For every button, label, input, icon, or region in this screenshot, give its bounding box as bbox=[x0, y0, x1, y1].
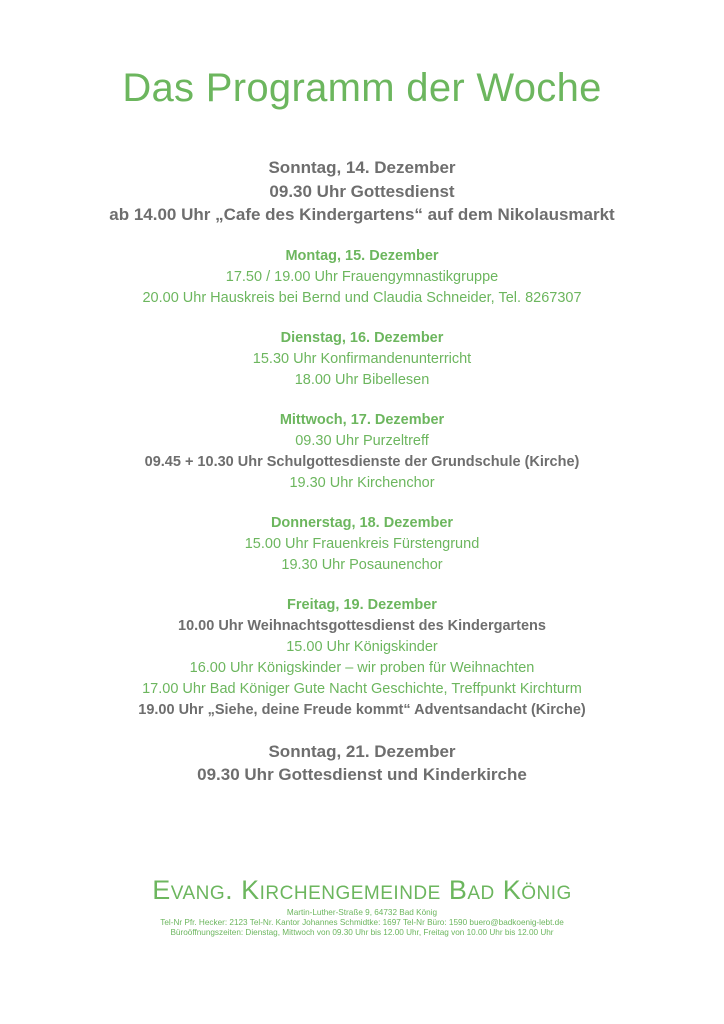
contact-numbers: Tel-Nr Pfr. Hecker: 2123 Tel-Nr. Kantor Johannes Schmidtke: 1697 Tel-Nr Büro: 1590 buero@badkoenig-lebt.de bbox=[160, 918, 564, 927]
event-line: 19.00 Uhr „Siehe, deine Freude kommt“ Adventsandacht (Kirche) bbox=[138, 701, 586, 718]
day-sunday-14 bbox=[0, 156, 724, 227]
event-line: 09.30 Uhr Gottesdienst bbox=[269, 181, 455, 201]
day-friday-19 bbox=[0, 595, 724, 721]
day-thursday-18 bbox=[0, 513, 724, 576]
event-line: 17.00 Uhr Bad Königer Gute Nacht Geschichte, Treffpunkt Kirchturm bbox=[142, 680, 582, 697]
event-line: 10.00 Uhr Weihnachtsgottesdienst des Kindergartens bbox=[178, 617, 546, 634]
event-line: 20.00 Uhr Hauskreis bei Bernd und Claudia Schneider, Tel. 8267307 bbox=[142, 289, 582, 306]
day-heading: Sonntag, 21. Dezember bbox=[268, 741, 456, 761]
event-line: 19.30 Uhr Posaunenchor bbox=[281, 556, 443, 573]
church-footer bbox=[0, 872, 724, 938]
page-title: Das Programm der Woche bbox=[122, 66, 602, 110]
day-heading: Sonntag, 14. Dezember bbox=[268, 158, 456, 177]
event-line: 15.00 Uhr Frauenkreis Fürstengrund bbox=[244, 535, 480, 552]
event-line: 09.30 Uhr Purzeltreff bbox=[295, 432, 429, 449]
day-sunday-21 bbox=[0, 740, 724, 787]
office-hours: Büroöffnungszeiten: Dienstag, Mittwoch von 09.30 Uhr bis 12.00 Uhr, Freitag von 10.00 Uhr bis 12.00 Uhr bbox=[170, 928, 554, 937]
day-heading: Dienstag, 16. Dezember bbox=[280, 329, 444, 346]
day-monday-15 bbox=[0, 246, 724, 309]
day-heading: Donnerstag, 18. Dezember bbox=[270, 514, 454, 531]
event-line: 09.30 Uhr Gottesdienst und Kinderkirche bbox=[197, 765, 527, 784]
day-heading: Freitag, 19. Dezember bbox=[287, 596, 437, 613]
event-line: 19.30 Uhr Kirchenchor bbox=[289, 474, 435, 491]
event-line: 17.50 / 19.00 Uhr Frauengymnastikgruppe bbox=[225, 268, 499, 285]
event-line: ab 14.00 Uhr „Cafe des Kindergartens“ auf dem Nikolausmarkt bbox=[109, 205, 615, 224]
organization-name: Evang. Kirchengemeinde Bad König bbox=[152, 875, 572, 905]
event-line: 18.00 Uhr Bibellesen bbox=[294, 371, 430, 388]
weekly-program bbox=[0, 156, 724, 806]
event-line: 09.45 + 10.30 Uhr Schulgottesdienste der Grundschule (Kirche) bbox=[144, 453, 580, 470]
address: Martin-Luther-Straße 9, 64732 Bad König bbox=[286, 908, 438, 917]
day-heading: Montag, 15. Dezember bbox=[285, 247, 439, 264]
event-line: 15.00 Uhr Königskinder bbox=[286, 638, 438, 655]
day-heading: Mittwoch, 17. Dezember bbox=[279, 411, 445, 428]
day-tuesday-16 bbox=[0, 328, 724, 391]
event-line: 16.00 Uhr Königskinder – wir proben für Weihnachten bbox=[189, 659, 535, 676]
day-wednesday-17 bbox=[0, 410, 724, 494]
event-line: 15.30 Uhr Konfirmandenunterricht bbox=[252, 350, 472, 367]
